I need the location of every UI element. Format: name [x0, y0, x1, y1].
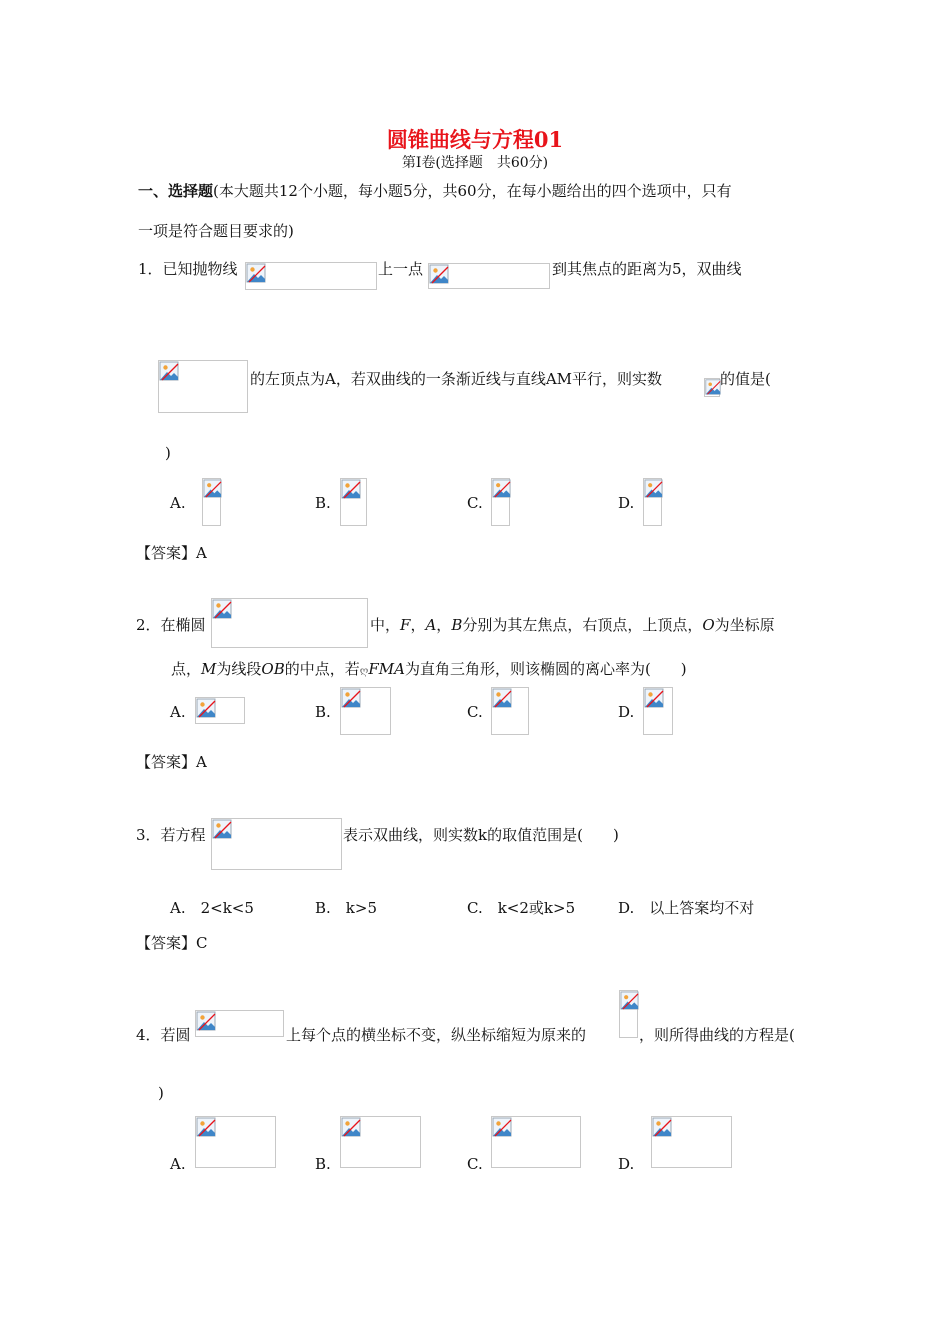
q4-option-c-label: C. [467, 1155, 483, 1173]
q2-option-a-label: A. [170, 703, 186, 721]
q3-option-a: A. 2<k<5 [170, 899, 254, 917]
q4-option-a-image [195, 1116, 276, 1168]
q4-text-2: 上每个点的横坐标不变，纵坐标缩短为原来的 [286, 1026, 587, 1044]
q2-option-b-image [340, 687, 391, 735]
q2-answer: 【答案】A [136, 753, 207, 771]
q1-option-d-label: D. [618, 494, 635, 512]
q2-option-c-image [491, 687, 529, 735]
broken-image-icon [212, 599, 232, 619]
section-intro-line2: 一项是符合题目要求的) [138, 222, 294, 240]
broken-image-icon [644, 688, 664, 708]
q3-option-d: D. 以上答案均不对 [618, 899, 755, 917]
broken-image-icon [341, 1117, 361, 1137]
q2-option-c-label: C. [467, 703, 483, 721]
section-subtitle: 第Ⅰ卷(选择题 共60分) [401, 155, 549, 171]
q1-formula-hyperbola-image [158, 360, 248, 413]
q3-option-b: B. k>5 [315, 899, 377, 917]
q2-option-d-label: D. [618, 703, 635, 721]
q4-text-4: ) [158, 1084, 164, 1102]
q4-option-c-image [491, 1116, 581, 1168]
q4-option-d-label: D. [618, 1155, 635, 1173]
q1-text-1: 1．已知抛物线 [138, 260, 238, 278]
q4-text-1: 4．若圆 [136, 1026, 191, 1044]
broken-image-icon [492, 1117, 512, 1137]
q1-text-5: 的值是( [720, 370, 771, 388]
q4-text-3: ，则所得曲线的方程是( [639, 1026, 795, 1044]
q1-answer: 【答案】A [136, 544, 207, 562]
broken-image-icon [492, 688, 512, 708]
q4-option-a-label: A. [170, 1155, 186, 1173]
q3-option-c: C. k<2或k>5 [467, 899, 576, 917]
q1-option-c-image [491, 478, 510, 526]
q1-variable-image [704, 378, 720, 397]
section-intro-line1: (本大题共12个小题，每小题5分，共60分，在每小题给出的四个选项中，只有 [213, 182, 732, 200]
q3-formula-equation-image [211, 818, 342, 870]
broken-image-icon [620, 991, 639, 1010]
q1-text-6: ) [165, 444, 171, 462]
q4-fraction-image [619, 990, 638, 1038]
section-heading: 一、选择题 [138, 182, 214, 200]
q1-option-d-image [643, 478, 662, 526]
q1-text-4: 的左顶点为A，若双曲线的一条渐近线与直线AM平行，则实数 [250, 370, 663, 388]
q2-option-d-image [643, 687, 673, 735]
q2-option-a-image [195, 697, 245, 724]
broken-image-icon [644, 479, 663, 498]
broken-image-icon [341, 688, 361, 708]
q3-answer: 【答案】C [136, 934, 208, 952]
q4-option-d-image [651, 1116, 732, 1168]
document-title: 圆锥曲线与方程01 [386, 127, 564, 152]
q2-formula-ellipse-image [211, 598, 368, 648]
q1-formula-point-image [428, 263, 550, 289]
q1-option-a-image [202, 478, 221, 526]
broken-image-icon [652, 1117, 672, 1137]
broken-image-icon [705, 379, 721, 395]
q1-option-b-label: B. [315, 494, 331, 512]
q1-option-a-label: A. [170, 494, 186, 512]
q2-text-2: 中，F，A，B分别为其左焦点，右顶点，上顶点，O为坐标原 [370, 616, 775, 634]
broken-image-icon [159, 361, 179, 381]
q3-text-2: 表示双曲线，则实数k的取值范围是( ) [343, 826, 619, 844]
q4-option-b-label: B. [315, 1155, 331, 1173]
broken-image-icon [196, 1117, 216, 1137]
broken-image-icon [246, 263, 266, 283]
broken-image-icon [212, 819, 232, 839]
q2-text-1: 2．在椭圆 [136, 616, 206, 634]
q1-formula-parabola-image [245, 262, 377, 290]
q2-text-3: 点，M为线段OB的中点，若ღFMA为直角三角形，则该椭圆的离心率为( ) [171, 660, 687, 678]
broken-image-icon [429, 264, 449, 284]
q4-formula-circle-image [195, 1010, 284, 1037]
q1-option-c-label: C. [467, 494, 483, 512]
q2-option-b-label: B. [315, 703, 331, 721]
broken-image-icon [196, 1011, 216, 1031]
broken-image-icon [492, 479, 511, 498]
broken-image-icon [203, 479, 222, 498]
q1-text-2: 上一点 [378, 260, 424, 278]
section-intro [138, 180, 732, 201]
broken-image-icon [341, 479, 361, 499]
broken-image-icon [196, 698, 216, 718]
q1-option-b-image [340, 478, 367, 526]
q3-text-1: 3．若方程 [136, 826, 206, 844]
q4-option-b-image [340, 1116, 421, 1168]
q1-text-3: 到其焦点的距离为5，双曲线 [552, 260, 742, 278]
